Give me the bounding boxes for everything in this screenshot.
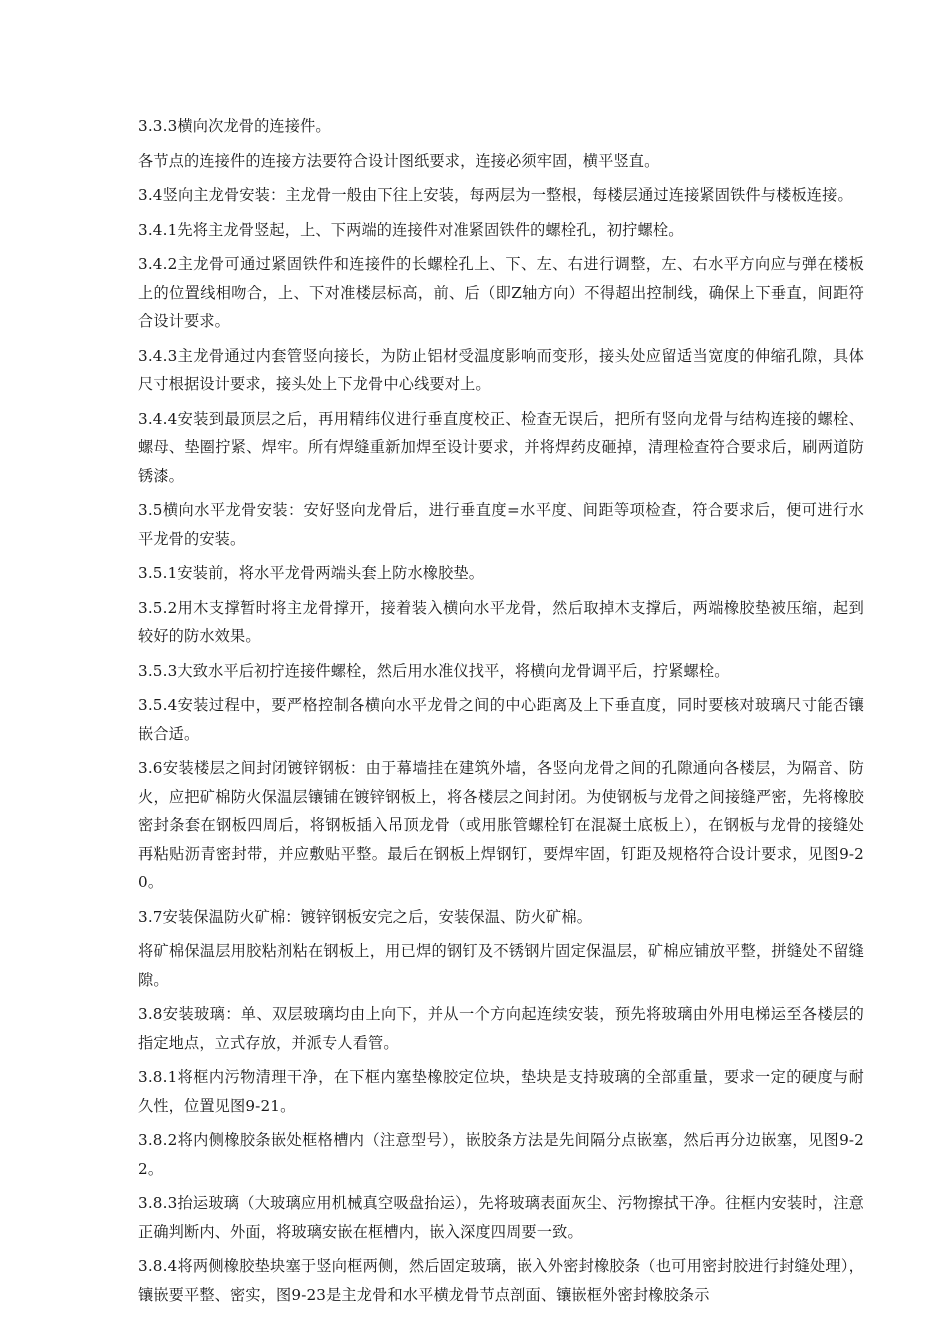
paragraph-3-8-1: 3.8.1将框内污物清理干净，在下框内塞垫橡胶定位块，垫块是支持玻璃的全部重量，要求一定的硬度与耐久性，位置见图9-21。: [138, 1068, 864, 1115]
paragraph-mineral-wool: 将矿棉保温层用胶粘剂粘在钢板上，用已焊的钢钉及不锈钢片固定保温层，矿棉应铺放平整，拼缝处不留缝隙。: [138, 942, 864, 989]
paragraph-3-5-1: 3.5.1安装前，将水平龙骨两端头套上防水橡胶垫。: [138, 564, 485, 582]
paragraph-3-4-2: 3.4.2主龙骨可通过紧固铁件和连接件的长螺栓孔上、下、左、右进行调整，左、右水平方向应与弹在楼板上的位置线相吻合，上、下对准楼层标高，前、后（即Z轴方向）不得超出控制线，确保上下垂直，间距符合设计要求。: [138, 255, 864, 330]
paragraph-3-5-3: 3.5.3大致水平后初拧连接件螺栓，然后用水准仪找平，将横向龙骨调平后，拧紧螺栓。: [138, 661, 730, 680]
paragraph-3-5-4: 3.5.4安装过程中，要严格控制各横向水平龙骨之间的中心距离及上下垂直度，同时要核对玻璃尺寸能否镶嵌合适。: [138, 696, 864, 743]
paragraph-3-8-4: 3.8.4将两侧橡胶垫块塞于竖向框两侧，然后固定玻璃，嵌入外密封橡胶条（也可用密封胶进行封缝处理），镶嵌要平整、密实，图9-23是主龙骨和水平横龙骨节点剖面、镶嵌框外密封橡胶条示: [138, 1257, 864, 1304]
document-page: [138, 112, 864, 1315]
paragraph-3-4-4: 3.4.4安装到最顶层之后，再用精纬仪进行垂直度校正、检查无误后，把所有竖向龙骨与结构连接的螺栓、螺母、垫圈拧紧、焊牢。所有焊缝重新加焊至设计要求，并将焊药皮砸掉，清理检查符合要求后，刷两道防锈漆。: [138, 409, 864, 485]
paragraph-3-4: 3.4竖向主龙骨安装：主龙骨一般由下往上安装，每两层为一整根，每楼层通过连接紧固铁件与楼板连接。: [138, 186, 853, 204]
paragraph-3-5-2: 3.5.2用木支撑暂时将主龙骨撑开，接着装入横向水平龙骨，然后取掉木支撑后，两端橡胶垫被压缩，起到较好的防水效果。: [138, 598, 864, 645]
paragraph-3-7: 3.7安装保温防火矿棉：镀锌钢板安完之后，安装保温、防火矿棉。: [138, 907, 593, 926]
paragraph-3-6: 3.6安装楼层之间封闭镀锌钢板：由于幕墙挂在建筑外墙，各竖向龙骨之间的孔隙通向各楼层，为隔音、防火，应把矿棉防火保温层镶铺在镀锌钢板上，将各楼层之间封闭。为使钢板与龙骨之间接缝严密，先将橡胶密封条套在钢板四周后，将钢板插入吊顶龙骨（或用胀管螺栓钉在混凝土底板上），在钢板与龙骨的接缝处再粘贴沥青密封带，并应敷贴平整。最后在钢板上焊钢钉，要焊牢固，钉距及规格符合设计要求，见图9-20。: [138, 759, 864, 891]
paragraph-3-8-2: 3.8.2将内侧橡胶条嵌处框格槽内（注意型号），嵌胶条方法是先间隔分点嵌塞，然后再分边嵌塞，见图9-22。: [138, 1131, 864, 1178]
paragraph-3-8-3: 3.8.3抬运玻璃（大玻璃应用机械真空吸盘抬运），先将玻璃表面灰尘、污物擦拭干净。往框内安装时，注意正确判断内、外面，将玻璃安嵌在框槽内，嵌入深度四周要一致。: [138, 1194, 864, 1241]
paragraph-3-3-3: 3.3.3横向次龙骨的连接件。: [138, 117, 331, 135]
paragraph-3-4-1: 3.4.1先将主龙骨竖起，上、下两端的连接件对准紧固铁件的螺栓孔，初拧螺栓。: [138, 220, 684, 239]
paragraph-3-4-3: 3.4.3主龙骨通过内套管竖向接长，为防止铝材受温度影响而变形，接头处应留适当宽度的伸缩孔隙，具体尺寸根据设计要求，接头处上下龙骨中心线要对上。: [138, 346, 864, 393]
paragraph-3-8: 3.8安装玻璃：单、双层玻璃均由上向下，并从一个方向起连续安装，预先将玻璃由外用电梯运至各楼层的指定地点，立式存放，并派专人看管。: [138, 1005, 864, 1052]
paragraph-connection-method: 各节点的连接件的连接方法要符合设计图纸要求，连接必须牢固，横平竖直。: [138, 151, 660, 170]
paragraph-3-5: 3.5横向水平龙骨安装：安好竖向龙骨后，进行垂直度=水平度、间距等项检查，符合要求后，便可进行水平龙骨的安装。: [138, 501, 864, 548]
